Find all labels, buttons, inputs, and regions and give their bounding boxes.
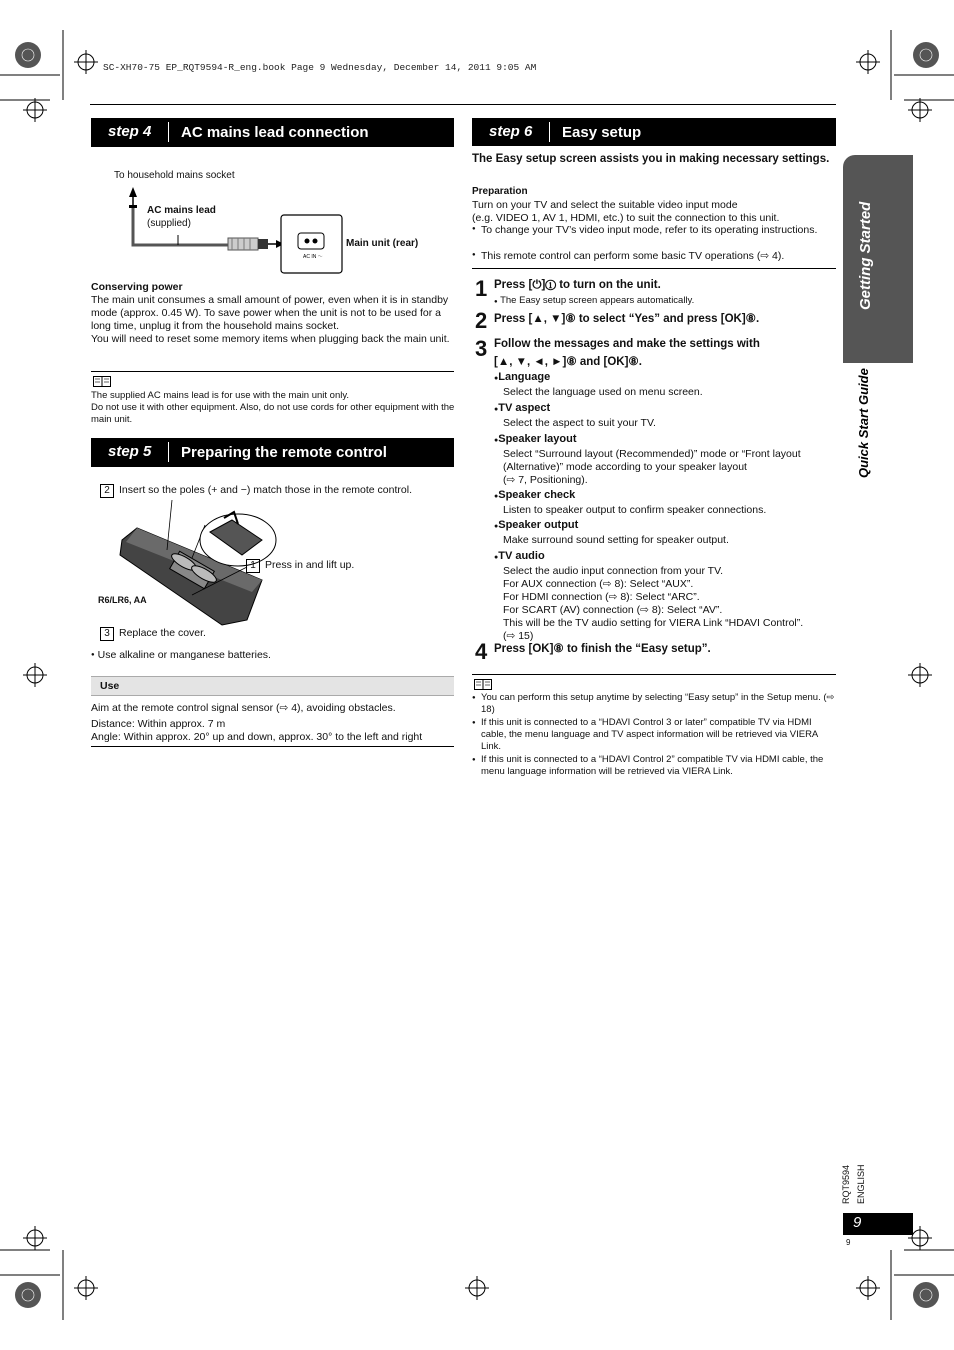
step-2-text: Insert so the poles (+ and −) match those in the remote control. [119, 484, 412, 496]
easy-step-4-number: 4 [475, 639, 488, 664]
step5-underline [91, 466, 454, 467]
ac-lead-label: AC mains lead [147, 205, 216, 216]
easy-step-4-text: Press [OK]⑧ to finish the “Easy setup”. [494, 643, 711, 655]
setting-desc: (⇨ 15) [503, 630, 534, 642]
step-3-box: 3 [100, 627, 114, 641]
use-text: Aim at the remote control signal sensor (⇨ 4), avoiding obstacles. [91, 702, 396, 714]
diagram-socket-label: To household mains socket [114, 170, 235, 181]
step5-title: Preparing the remote control [181, 443, 387, 461]
side-tab-label: Getting Started [857, 201, 874, 310]
setting-desc: This will be the TV audio setting for VIERA Link “HDAVI Control”. [503, 617, 804, 629]
setting-desc: Select the audio input connection from your TV. [503, 565, 724, 577]
prep-line-1: Turn on your TV and select the suitable video input mode [472, 199, 738, 211]
ac-connection-diagram [120, 183, 350, 278]
header-rule [90, 104, 836, 105]
prep-line-2: (e.g. VIDEO 1, AV 1, HDMI, etc.) to suit the connection to this unit. [472, 212, 780, 224]
book-note-icon [93, 376, 111, 387]
quick-start-label: Quick Start Guide [856, 368, 871, 478]
file-header: SC-XH70-75 EP_RQT9594-R_eng.book Page 9 Wednesday, December 14, 2011 9:05 AM [103, 62, 537, 73]
book-note-icon [474, 679, 492, 690]
note-line-1: The supplied AC mains lead is for use with the main unit only. [91, 390, 350, 401]
step4-header [91, 118, 454, 146]
prep-bullet-2-text: This remote control can perform some basic TV operations (⇨ 4). [481, 250, 785, 262]
main-unit-label: Main unit (rear) [346, 238, 419, 249]
page-number: 9 [853, 1214, 862, 1231]
setting-desc: For HDMI connection (⇨ 8): Select “ARC”. [503, 591, 700, 603]
supplied-label: (supplied) [147, 218, 191, 229]
reset-text: You will need to reset some memory items when plugging back the main unit. [91, 333, 450, 345]
model-code: RQT9594 [841, 1164, 851, 1204]
setting-name: Speaker layout [498, 433, 577, 445]
note-item: ● If this unit is connected to a “HDAVI Control 3 or later” compatible TV via HDMI cable, the menu language and TV aspect information will be retrieved via VIERA Link. [472, 717, 818, 752]
setting-desc: (Alternative)” mode according to your speaker layout [503, 461, 747, 473]
side-tab-getting-started [843, 155, 913, 363]
setting-item: ●Speaker layout Select “Surround layout (Recommended)” mode or “Front layout (Alternative)” mode according to your speaker layout (⇨ 7, Positioning). [494, 432, 839, 487]
setting-desc: For AUX connection (⇨ 8): Select “AUX”. [503, 578, 694, 590]
note-text: You can perform this setup anytime by selecting “Easy setup” in the Setup menu. (⇨ 18) [481, 692, 835, 715]
angle-text: Angle: Within approx. 20° up and down, approx. 30° to the left and right [91, 731, 423, 743]
note-text: If this unit is connected to a “HDAVI Control 3 or later” compatible TV via HDMI cable, the menu language and TV aspect information will be retrieved via VIERA Link. [481, 717, 818, 752]
step6-title: Easy setup [562, 123, 642, 141]
setting-name: TV aspect [498, 402, 551, 414]
note-rule-2 [472, 674, 836, 675]
language-label: ENGLISH [856, 1164, 866, 1204]
easy-step-3-line2: [▲, ▼, ◄, ►]⑧ and [OK]⑧. [494, 356, 642, 368]
setting-name: Language [498, 371, 551, 383]
setting-item: ●Speaker check Listen to speaker output to confirm speaker connections. [494, 488, 839, 517]
note-text: If this unit is connected to a “HDAVI Control 2” compatible TV via HDMI cable, the menu language information will be retrieved via VIERA Link. [481, 754, 824, 777]
easy-step-1-sub-text: The Easy setup screen appears automatically. [500, 295, 695, 306]
setting-desc: Select the aspect to suit your TV. [503, 417, 656, 429]
easy-step-1-number: 1 [475, 276, 488, 301]
note-line-2: Do not use it with other equipment. Also, do not use cords for other equipment with the main unit. [91, 402, 455, 425]
note-rule-1 [91, 371, 454, 372]
easy-step-3-line1: Follow the messages and make the settings with [494, 338, 760, 350]
prep-bullet-1: ● To change your TV’s video input mode, refer to its operating instructions. [472, 224, 822, 237]
step6-header [472, 118, 836, 146]
note-item: ● If this unit is connected to a “HDAVI Control 2” compatible TV via HDMI cable, the menu language information will be retrieved via VIERA Link. [472, 754, 824, 777]
setting-item: ●TV aspect Select the aspect to suit your TV. [494, 401, 839, 430]
note-item: ● You can perform this setup anytime by selecting “Easy setup” in the Setup menu. (⇨ 18) [472, 692, 835, 715]
setting-desc: (⇨ 7, Positioning). [503, 474, 588, 486]
easy-step-1-text: Press [⏻]① to turn on the unit. [494, 279, 661, 291]
step5-bottom-rule [91, 746, 454, 747]
prep-bullet-1-text: To change your TV’s video input mode, refer to its operating instructions. [481, 224, 818, 236]
setting-name: Speaker check [498, 489, 576, 501]
easy-setup-notes [472, 692, 836, 778]
step5-label: step 5 [91, 442, 169, 462]
step4-label: step 4 [91, 122, 169, 142]
easy-step-2-number: 2 [475, 308, 488, 333]
prep-bullet-2: ● This remote control can perform some basic TV operations (⇨ 4). [472, 250, 832, 263]
step-1-box: 1 [246, 559, 260, 573]
setting-item: ●TV audio Select the audio input connection from your TV. For AUX connection (⇨ 8): Select “AUX”. For HDMI connection (⇨ 8): Select “ARC”. For SCART (AV) connection (⇨ 8): Select “AV”. This will be the TV audio setting for VIERA Link “HDAVI Control”. (⇨ 15) [494, 549, 839, 643]
easy-step-3-number: 3 [475, 336, 488, 361]
step4-title: AC mains lead connection [181, 123, 369, 141]
setting-desc: Make surround sound setting for speaker output. [503, 534, 729, 546]
setting-desc: Select the language used on menu screen. [503, 386, 703, 398]
easy-setup-intro: The Easy setup screen assists you in making necessary settings. [472, 153, 830, 165]
prep-rule [472, 268, 836, 269]
step4-underline [91, 146, 454, 147]
conserving-heading: Conserving power [91, 281, 183, 293]
easy-step-2-text: Press [▲, ▼]⑧ to select “Yes” and press [OK]⑧. [494, 313, 760, 325]
setting-desc: Listen to speaker output to confirm speaker connections. [503, 504, 767, 516]
preparation-heading: Preparation [472, 186, 528, 197]
use-heading-bar: Use [91, 676, 454, 696]
easy-step-1-sub: ● The Easy setup screen appears automatically. [494, 295, 695, 306]
remote-step-2 [100, 484, 412, 498]
settings-list [494, 370, 839, 643]
step-3-text: Replace the cover. [119, 627, 206, 639]
step-1-text: Press in and lift up. [265, 559, 355, 571]
distance-text: Distance: Within approx. 7 m [91, 718, 226, 730]
setting-item: ●Language Select the language used on menu screen. [494, 370, 839, 399]
step5-header [91, 438, 454, 466]
ac-in-label: AC IN ～ [303, 254, 323, 260]
step-2-box: 2 [100, 484, 114, 498]
battery-bullet: ● Use alkaline or manganese batteries. [91, 649, 271, 664]
setting-item: ●Speaker output Make surround sound setting for speaker output. [494, 518, 839, 547]
battery-type-label: R6/LR6, AA [98, 595, 147, 605]
page-number-small: 9 [846, 1238, 851, 1247]
step6-label: step 6 [472, 122, 550, 142]
setting-desc: For SCART (AV) connection (⇨ 8): Select “AV”. [503, 604, 723, 616]
conserving-text: The main unit consumes a small amount of power, even when it is in standby mode (approx. 0.45 W). To save power when the unit is not to be used for a long time, unplug it from the household mains socket. [91, 294, 449, 332]
setting-desc: Select “Surround layout (Recommended)” mode or “Front layout [503, 448, 801, 460]
remote-step-3 [100, 627, 206, 641]
setting-name: Speaker output [498, 519, 579, 531]
setting-name: TV audio [498, 550, 545, 562]
remote-step-1 [246, 559, 354, 573]
